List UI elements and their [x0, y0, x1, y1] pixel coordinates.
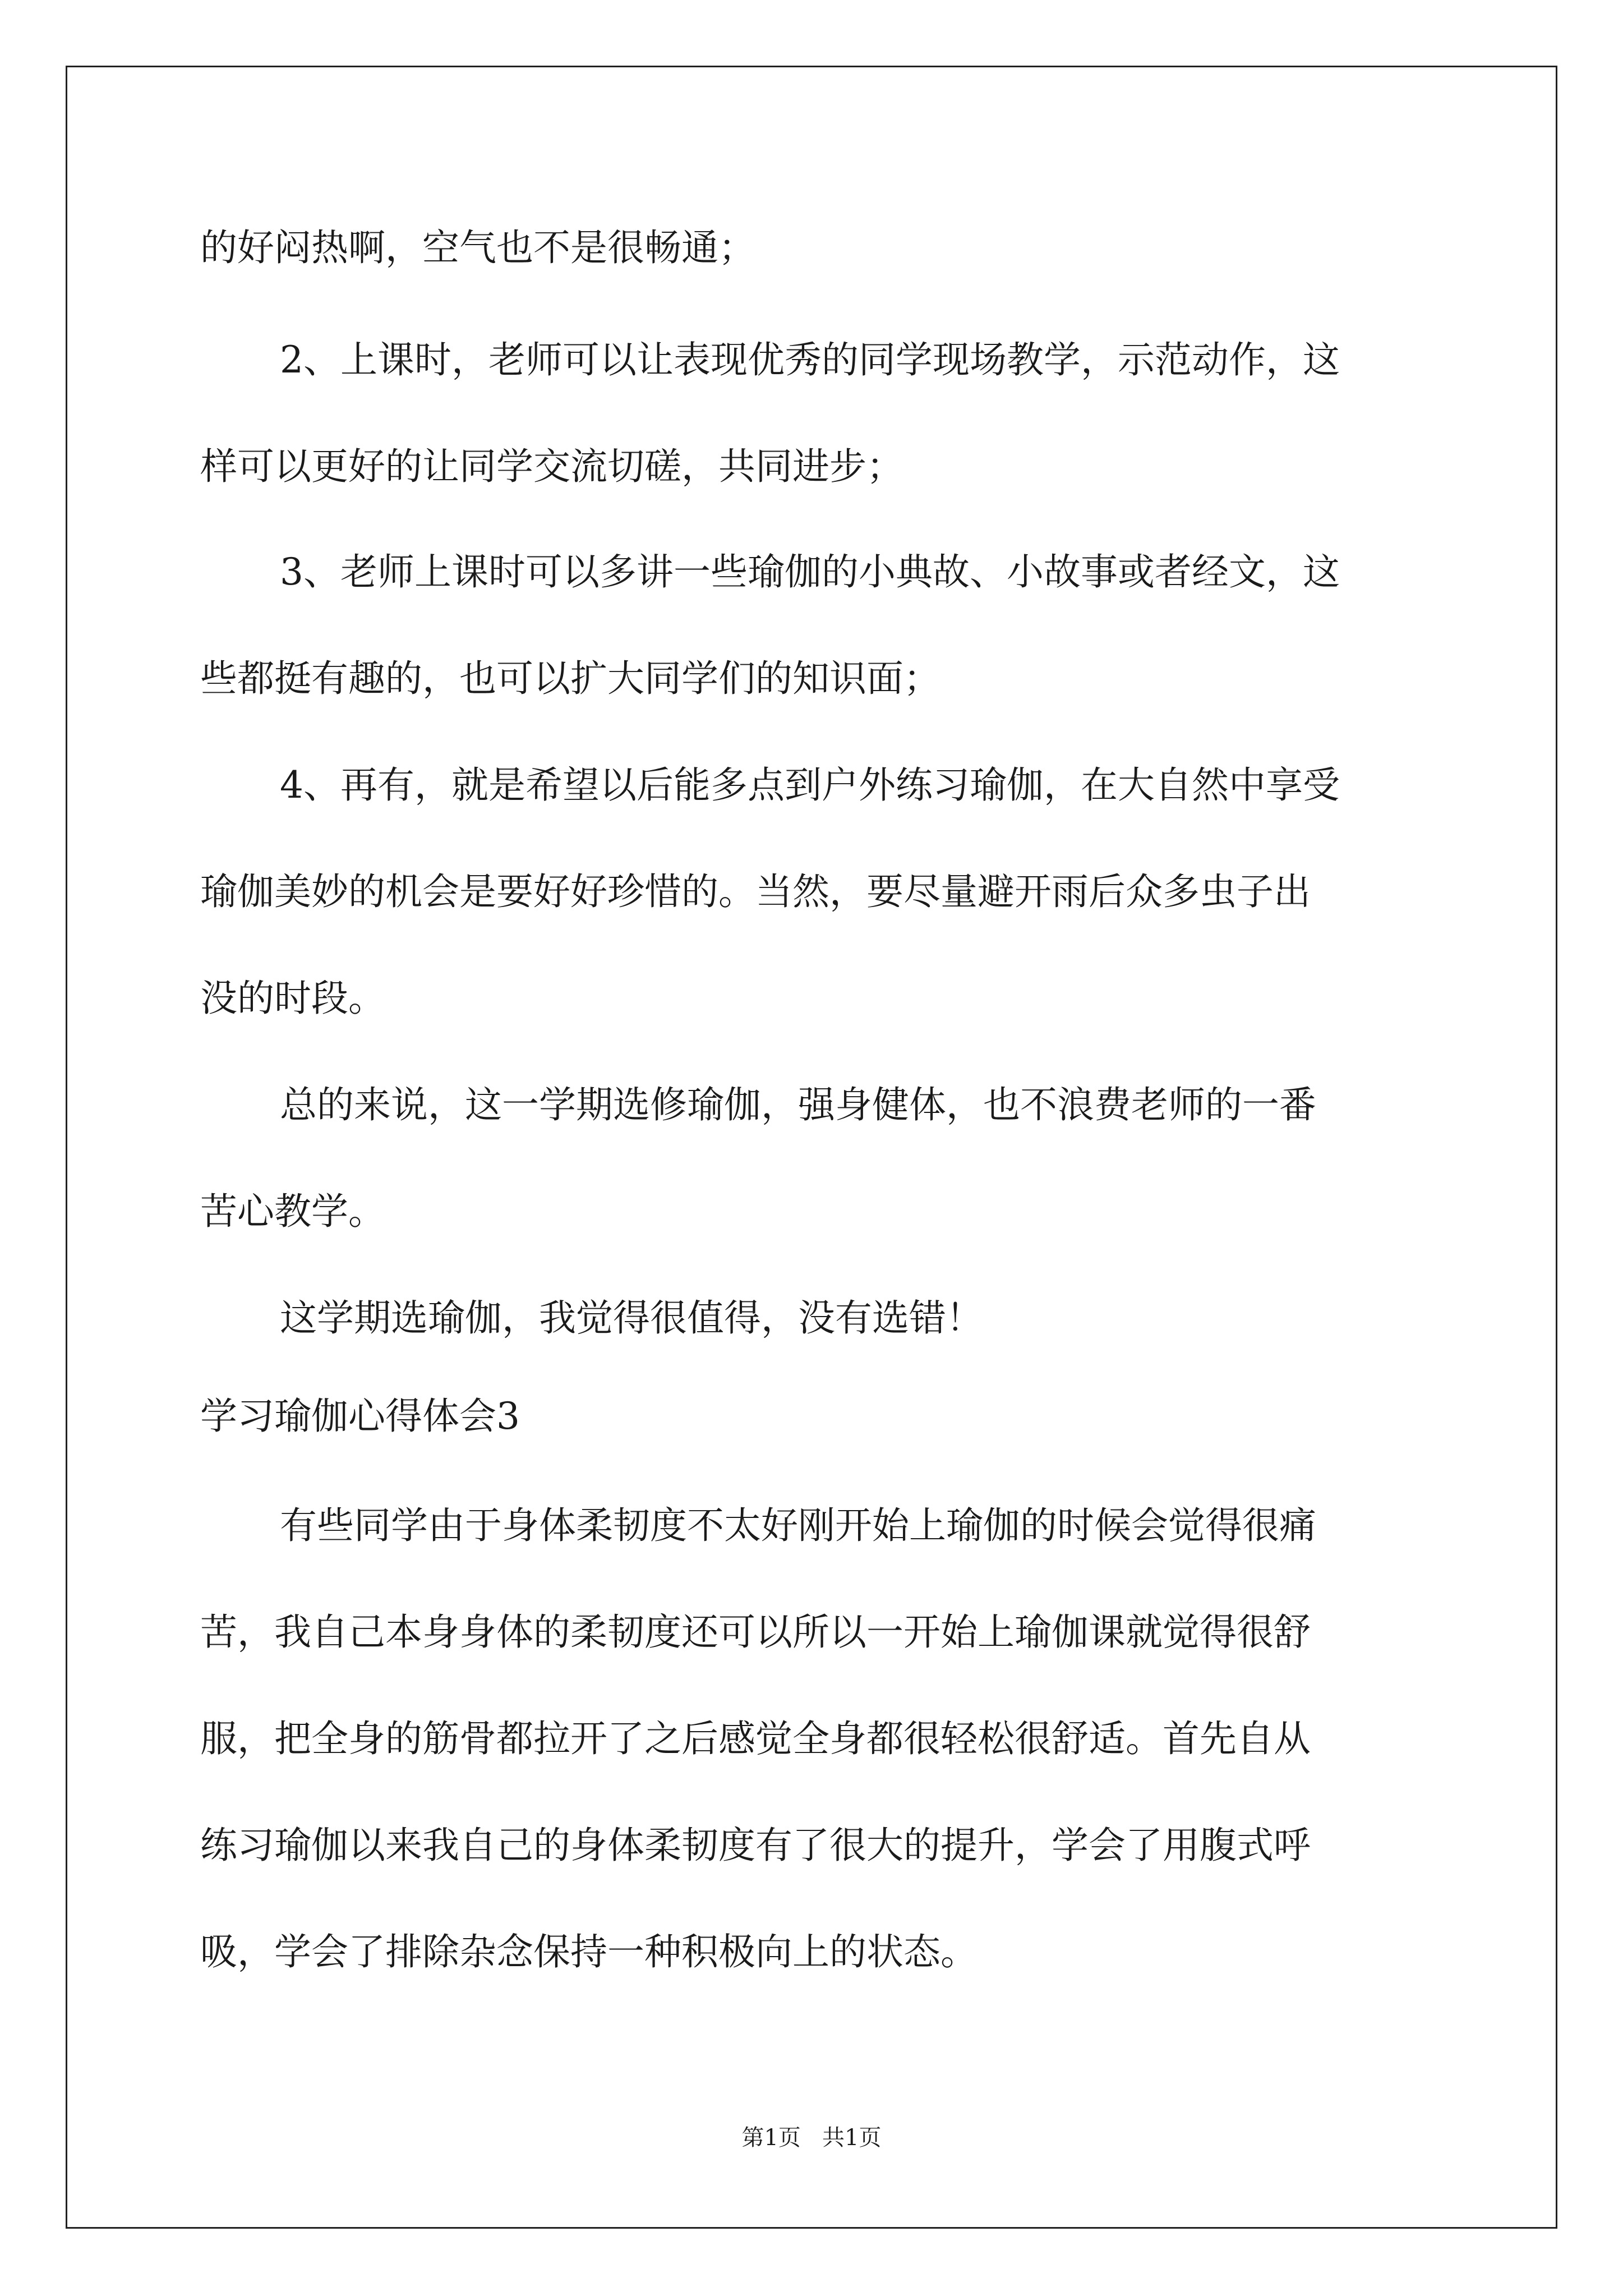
- text-line: 吸，学会了排除杂念保持一种积极向上的状态。: [200, 1930, 978, 1973]
- section-heading: 学习瑜伽心得体会3: [200, 1395, 520, 1438]
- text-line: 服，把全身的筋骨都拉开了之后感觉全身都很轻松很舒适。首先自从: [200, 1717, 1311, 1760]
- text-line: 样可以更好的让同学交流切磋，共同进步；: [200, 445, 903, 488]
- text-line: 苦心教学。: [200, 1190, 385, 1233]
- text-line: 的好闷热啊，空气也不是很畅通；: [200, 226, 755, 269]
- text-line: 2、上课时，老师可以让表现优秀的同学现场教学，示范动作，这: [280, 338, 1340, 381]
- text-line: 些都挺有趣的，也可以扩大同学们的知识面；: [200, 657, 940, 700]
- text-line: 3、老师上课时可以多讲一些瑜伽的小典故、小故事或者经文，这: [280, 550, 1340, 593]
- text-line: 瑜伽美妙的机会是要好好珍惜的。当然，要尽量避开雨后众多虫子出: [200, 870, 1311, 913]
- text-line: 没的时段。: [200, 977, 385, 1020]
- text-line: 这学期选瑜伽，我觉得很值得，没有选错！: [280, 1296, 983, 1340]
- text-line: 练习瑜伽以来我自己的身体柔韧度有了很大的提升，学会了用腹式呼: [200, 1824, 1311, 1867]
- text-line: 苦，我自己本身身体的柔韧度还可以所以一开始上瑜伽课就觉得很舒: [200, 1611, 1311, 1654]
- page-border: [66, 66, 1557, 2229]
- text-line: 有些同学由于身体柔韧度不太好刚开始上瑜伽的时候会觉得很痛: [280, 1504, 1316, 1547]
- text-line: 4、再有，就是希望以后能多点到户外练习瑜伽，在大自然中享受: [280, 763, 1340, 807]
- text-line: 总的来说，这一学期选修瑜伽，强身健体，也不浪费老师的一番: [280, 1083, 1316, 1126]
- page-footer: 第1页 共1页: [741, 2125, 882, 2151]
